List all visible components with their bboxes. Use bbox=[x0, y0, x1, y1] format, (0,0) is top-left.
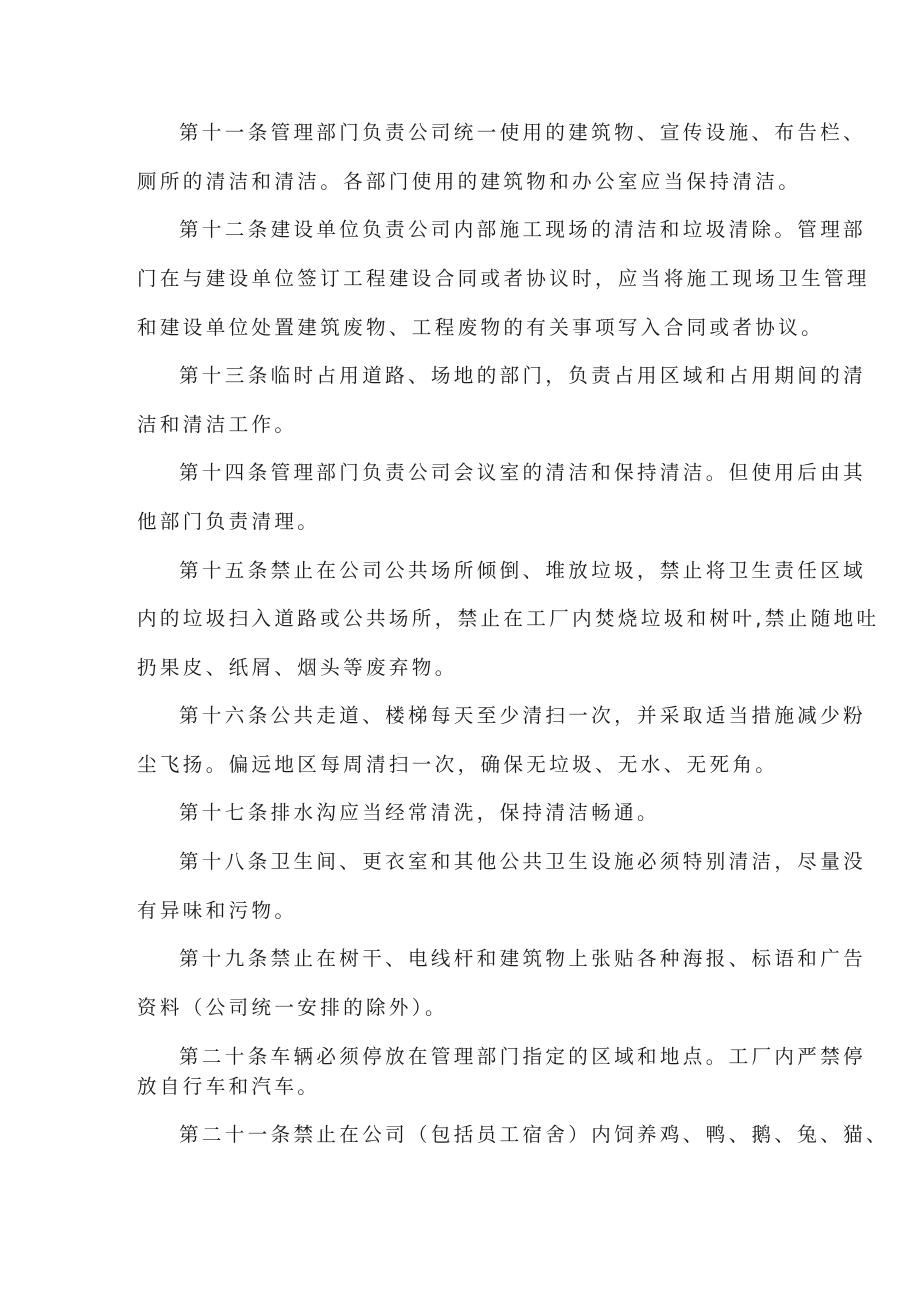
text-line: 洁和清洁工作。 bbox=[137, 413, 298, 436]
text-line: 厕所的清洁和清洁。各部门使用的建筑物和办公室应当保持清洁。 bbox=[137, 170, 802, 193]
text-line: 第十八条卫生间、更衣室和其他公共卫生设施必须特别清洁，尽量没 bbox=[179, 850, 867, 873]
text-line: 第十七条排水沟应当经常清洗，保持清洁畅通。 bbox=[179, 801, 660, 824]
text-line: 第十九条禁止在树干、电线杆和建筑物上张贴各种海报、标语和广告 bbox=[179, 947, 867, 970]
text-line: 资料（公司统一安排的除外）。 bbox=[137, 996, 448, 1019]
text-line: 他部门负责清理。 bbox=[137, 510, 321, 533]
text-line: 第二十条车辆必须停放在管理部门指定的区域和地点。工厂内严禁停 bbox=[179, 1045, 867, 1068]
text-line: 第十二条建设单位负责公司内部施工现场的清洁和垃圾清除。管理部 bbox=[179, 218, 867, 241]
text-line: 第十五条禁止在公司公共场所倾倒、堆放垃圾，禁止将卫生责任区域 bbox=[179, 559, 867, 582]
text-line: 放自行车和汽车。 bbox=[137, 1075, 321, 1098]
text-line: 第二十一条禁止在公司（包括员工宿舍）内饲养鸡、鸭、鹅、兔、猫、 bbox=[179, 1123, 889, 1146]
text-line: 和建设单位处置建筑废物、工程废物的有关事项写入合同或者协议。 bbox=[137, 316, 825, 339]
text-line: 第十一条管理部门负责公司统一使用的建筑物、宣传设施、布告栏、 bbox=[179, 121, 867, 144]
text-line: 门在与建设单位签订工程建设合同或者协议时，应当将施工现场卫生管理 bbox=[137, 267, 870, 290]
text-line: 第十四条管理部门负责公司会议室的清洁和保持清洁。但使用后由其 bbox=[179, 461, 867, 484]
text-line: 尘飞扬。偏远地区每周清扫一次，确保无垃圾、无水、无死角。 bbox=[137, 753, 779, 776]
text-line: 第十六条公共走道、楼梯每天至少清扫一次，并采取适当措施减少粉 bbox=[179, 704, 867, 727]
text-line: 内的垃圾扫入道路或公共场所，禁止在工厂内焚烧垃圾和树叶,禁止随地吐 bbox=[137, 607, 880, 630]
text-line: 扔果皮、纸屑、烟头等废弃物。 bbox=[137, 656, 458, 679]
text-line: 有异味和污物。 bbox=[137, 899, 298, 922]
text-line: 第十三条临时占用道路、场地的部门，负责占用区域和占用期间的清 bbox=[179, 364, 867, 387]
